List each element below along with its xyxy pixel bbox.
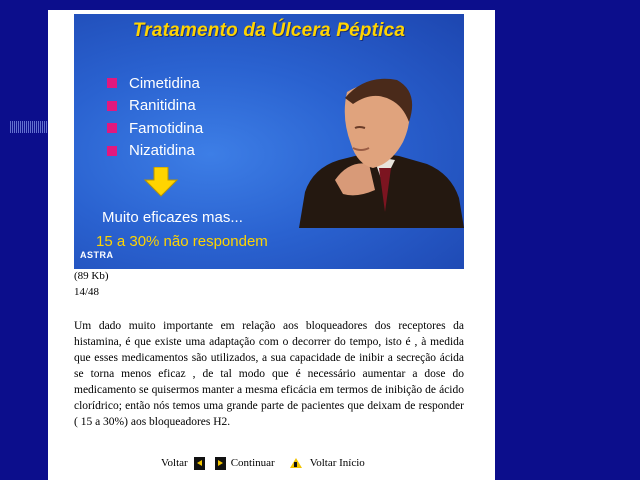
slide-non-responders: 15 a 30% não respondem <box>96 233 268 250</box>
continue-label: Continuar <box>230 457 275 469</box>
back-label: Voltar <box>161 457 188 469</box>
side-decoration <box>10 121 47 133</box>
continue-button[interactable] <box>215 457 275 470</box>
drug-item <box>107 95 203 118</box>
drug-name: Ranitidina <box>129 97 196 115</box>
astra-logo: ASTRA <box>80 250 114 260</box>
drug-name: Famotidina <box>129 119 204 137</box>
page-counter: 14/48 <box>74 286 100 298</box>
back-button[interactable] <box>161 457 205 470</box>
drug-name: Cimetidina <box>129 74 200 92</box>
home-button[interactable] <box>289 457 365 469</box>
bullet-icon <box>107 101 117 111</box>
arrow-right-icon[interactable] <box>215 457 226 470</box>
content-page <box>48 10 495 480</box>
image-size-label: (89 Kb) <box>74 270 109 282</box>
arrow-down-icon <box>144 167 178 197</box>
drug-item <box>107 72 203 95</box>
arrow-up-icon[interactable] <box>289 457 302 469</box>
bullet-icon <box>107 123 117 133</box>
drug-item <box>107 140 203 163</box>
bullet-icon <box>107 78 117 88</box>
slide-image <box>74 14 464 269</box>
body-paragraph: Um dado muito importante em relação aos bloqueadores dos receptores da histamina, é que existe uma adaptação com o decorrer do tempo, isto é , à medida que esses medicamentos são utilizados, a sua capacidade de inibir a secreção ácida se torna menos eficaz , de tal modo que é necessário aumentar a dose do medicamento se quisermos manter a mesma eficácia em termos de inibição de ácido clorídrico; então nós temos uma grande parte de pacientes que deixam de responder ( 15 a 30%) aos bloqueadores H2. <box>74 320 464 428</box>
drug-item <box>107 117 203 140</box>
slide-conclusion: Muito eficazes mas... <box>102 209 243 226</box>
drug-list <box>107 72 203 162</box>
drug-name: Nizatidina <box>129 142 195 160</box>
navigation-bar <box>161 455 365 471</box>
arrow-left-icon[interactable] <box>194 457 205 470</box>
home-label: Voltar Início <box>309 457 365 469</box>
bullet-icon <box>107 146 117 156</box>
man-portrait-image <box>299 72 464 228</box>
slide-title: Tratamento da Úlcera Péptica <box>132 20 406 41</box>
